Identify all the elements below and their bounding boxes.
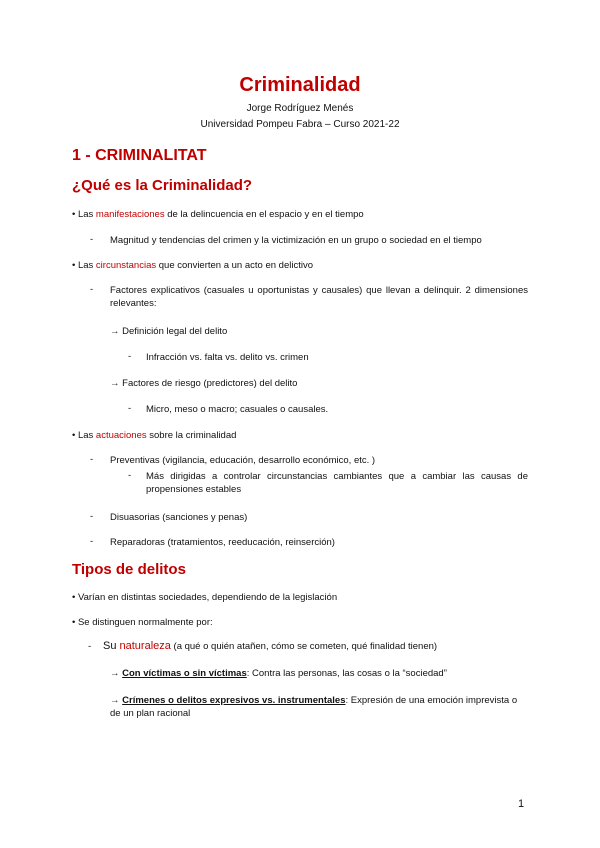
sub-disuasorias: Disuasorias (sanciones y penas) bbox=[110, 512, 248, 523]
arrow-con-victimas: → Con víctimas o sin víctimas: Contra las personas, las cosas o la “sociedad” bbox=[110, 668, 447, 679]
sub-reparadoras: Reparadoras (tratamientos, reeducación, reinserción) bbox=[110, 537, 335, 548]
dash-marker: - bbox=[128, 351, 132, 362]
dash-marker: - bbox=[90, 234, 94, 245]
author-name: Jorge Rodríguez Menés bbox=[246, 103, 354, 114]
bullet-actuaciones: • Las actuaciones sobre la criminalidad bbox=[72, 430, 237, 441]
dash-marker: - bbox=[88, 641, 92, 652]
dash-marker: - bbox=[90, 511, 94, 522]
bullet-varian: • Varían en distintas sociedades, dependiendo de la legislación bbox=[72, 592, 338, 603]
sub-mas-dirigidas: Más dirigidas a controlar circunstancias cambiantes que a cambiar las causas de propensiones estables bbox=[146, 471, 528, 495]
dash-marker: - bbox=[90, 284, 94, 295]
keyword-circunstancias: circunstancias bbox=[95, 260, 157, 271]
bullet-se-distinguen: • Se distinguen normalmente por: bbox=[72, 617, 213, 628]
sub-magnitud: Magnitud y tendencias del crimen y la victimización en un grupo o sociedad en el tiempo bbox=[110, 235, 482, 246]
keyword-actuaciones: actuaciones bbox=[95, 430, 147, 441]
arrow-factores-riesgo: → Factores de riesgo (predictores) del delito bbox=[110, 378, 298, 389]
heading-tipos-delitos: Tipos de delitos bbox=[72, 561, 186, 578]
keyword-con-victimas: Con víctimas o sin víctimas bbox=[122, 668, 247, 679]
sub-naturaleza: Su naturaleza (a qué o quién atañen, cómo se cometen, qué finalidad tienen) bbox=[103, 640, 438, 652]
keyword-crimenes-expresivos: Crímenes o delitos expresivos vs. instrumentales bbox=[122, 695, 346, 706]
dash-marker: - bbox=[128, 470, 132, 481]
sub-factores-explicativos: Factores explicativos (casuales u oportunistas y causales) que llevan a delinquir. 2 dimensiones relevantes: bbox=[110, 285, 528, 309]
university-course: Universidad Pompeu Fabra – Curso 2021-22 bbox=[200, 119, 400, 130]
dash-marker: - bbox=[90, 536, 94, 547]
section-heading-criminalitat: 1 - CRIMINALITAT bbox=[72, 147, 207, 164]
arrow-crimenes-expresivos: → Crímenes o delitos expresivos vs. instrumentales: Expresión de una emoción imprevista o de un plan racional bbox=[110, 695, 518, 719]
dash-marker: - bbox=[90, 454, 94, 465]
keyword-manifestaciones: manifestaciones bbox=[95, 209, 165, 220]
keyword-naturaleza: naturaleza bbox=[119, 640, 171, 652]
dash-marker: - bbox=[128, 403, 132, 414]
sub-preventivas: Preventivas (vigilancia, educación, desarrollo económico, etc. ) bbox=[110, 455, 376, 466]
bullet-manifestaciones: • Las manifestaciones de la delincuencia en el espacio y en el tiempo bbox=[72, 209, 364, 220]
sub-micro-meso: Micro, meso o macro; casuales o causales. bbox=[146, 404, 329, 415]
page-number: 1 bbox=[518, 798, 525, 810]
sub-infraccion: Infracción vs. falta vs. delito vs. crimen bbox=[146, 352, 309, 363]
bullet-circunstancias: • Las circunstancias que convierten a un acto en delictivo bbox=[72, 260, 313, 271]
arrow-definicion-legal: → Definición legal del delito bbox=[110, 326, 228, 337]
document-title: Criminalidad bbox=[239, 74, 361, 96]
heading-que-es: ¿Qué es la Criminalidad? bbox=[72, 177, 253, 194]
